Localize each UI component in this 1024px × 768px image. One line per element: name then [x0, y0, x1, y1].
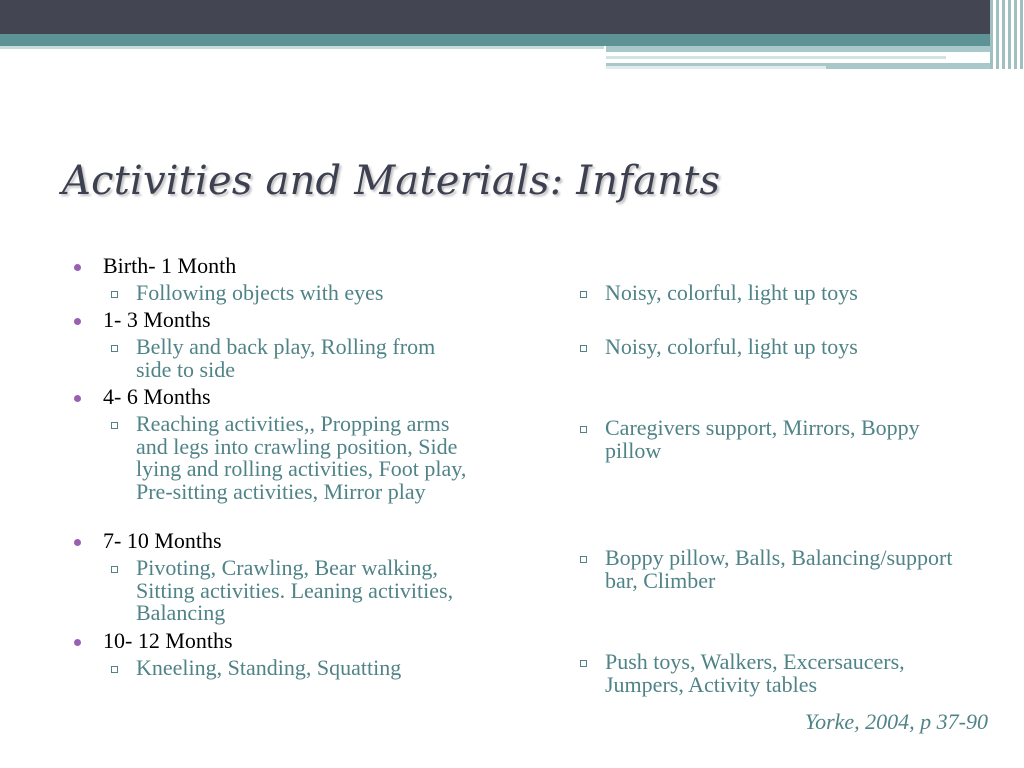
material-text: Noisy, colorful, light up toys: [605, 280, 858, 305]
material-item: [605, 282, 965, 305]
material-text: Noisy, colorful, light up toys: [605, 334, 858, 359]
header-teal-band: [0, 34, 1024, 46]
activity-text: Belly and back play, Rolling from side to side: [136, 334, 436, 382]
age-range-label: 4- 6 Months: [103, 384, 211, 409]
material-text: Push toys, Walkers, Excersaucers, Jumpers, Activity tables: [605, 649, 905, 697]
bullet-square-icon: [111, 345, 118, 352]
bullet-square-icon: [580, 426, 587, 433]
activity-item: [136, 413, 481, 503]
activity-text: Following objects with eyes: [136, 280, 384, 305]
header-dark-band: [0, 0, 1024, 34]
bullet-square-icon: [580, 660, 587, 667]
header-accent-line: [606, 56, 946, 59]
header-vertical-stripes: [990, 0, 1024, 69]
age-range-item: [103, 255, 503, 278]
age-range-item: [103, 386, 503, 409]
material-item: [605, 547, 965, 592]
age-range-item: [103, 630, 503, 653]
material-item: [605, 651, 965, 696]
activity-item: [136, 657, 496, 680]
age-range-label: 7- 10 Months: [103, 528, 222, 553]
activity-item: [136, 336, 456, 381]
slide-title: Activities and Materials: Infants: [62, 158, 721, 204]
material-item: [605, 417, 925, 462]
age-range-label: 1- 3 Months: [103, 307, 211, 332]
activity-text: Kneeling, Standing, Squatting: [136, 655, 402, 680]
bullet-square-icon: [111, 291, 118, 298]
bullet-dot-icon: [74, 318, 81, 325]
bullet-square-icon: [111, 422, 118, 429]
age-range-label: 10- 12 Months: [103, 628, 233, 653]
bullet-square-icon: [580, 556, 587, 563]
bullet-dot-icon: [74, 539, 81, 546]
header-accent-line: [606, 46, 996, 52]
activity-item: [136, 282, 476, 305]
header-pale-band: [0, 46, 604, 49]
activity-text: Pivoting, Crawling, Bear walking, Sitting activities. Leaning activities, Balancing: [136, 555, 454, 625]
bullet-square-icon: [580, 291, 587, 298]
material-text: Boppy pillow, Balls, Balancing/support bar, Climber: [605, 545, 953, 593]
bullet-square-icon: [111, 666, 118, 673]
age-range-label: Birth- 1 Month: [103, 253, 237, 278]
age-range-item: [103, 530, 503, 553]
bullet-square-icon: [111, 566, 118, 573]
bullet-dot-icon: [74, 639, 81, 646]
activity-item: [136, 557, 466, 625]
material-text: Caregivers support, Mirrors, Boppy pillow: [605, 415, 920, 463]
citation: Yorke, 2004, p 37-90: [804, 709, 988, 734]
activity-text: Reaching activities,, Propping arms and legs into crawling position, Side lying and rolling activities, Foot play, Pre-sitting activities, Mirror play: [136, 411, 467, 504]
bullet-dot-icon: [74, 264, 81, 271]
age-range-item: [103, 309, 503, 332]
bullet-dot-icon: [74, 395, 81, 402]
material-item: [605, 336, 965, 359]
header-accent-line: [606, 66, 826, 69]
bullet-square-icon: [580, 345, 587, 352]
